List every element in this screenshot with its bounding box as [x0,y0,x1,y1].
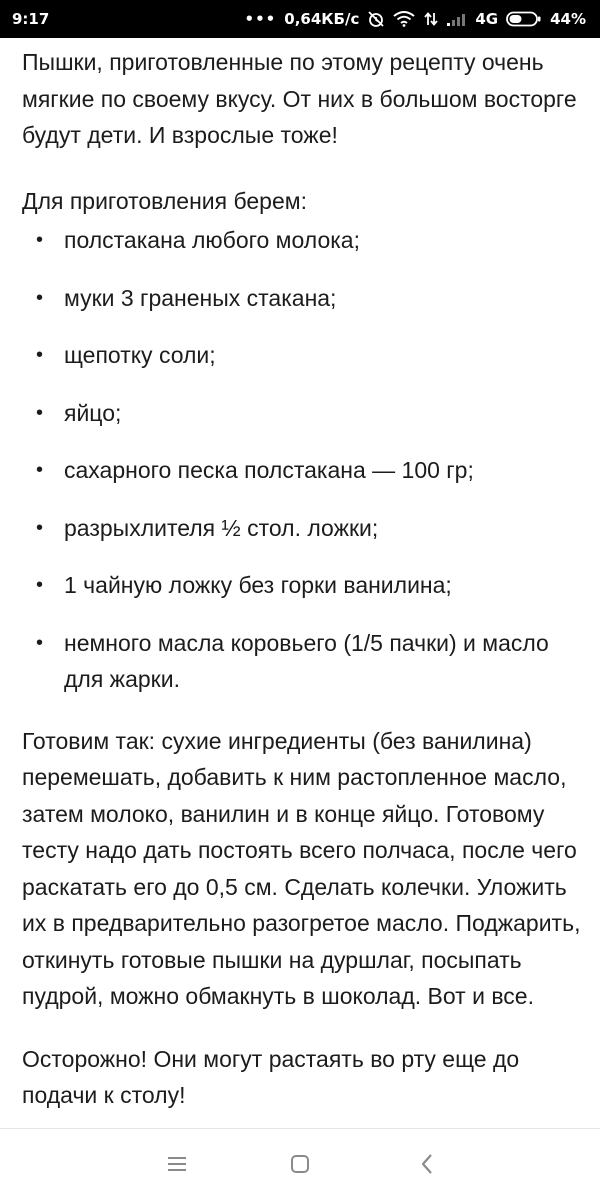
ingredient-text: яйцо; [64,399,122,426]
ingredient-text: 1 чайную ложку без горки ванилина; [64,572,452,598]
data-transfer-icon [423,11,439,27]
home-button[interactable] [285,1149,315,1179]
status-bar [0,0,600,38]
bullet-marker: • [36,459,44,481]
battery-percent: 44% [550,10,586,28]
battery-icon [506,11,542,27]
warning-paragraph: Осторожно! Они могут растаять во рту еще до подачи к столу! [22,1045,520,1108]
ingredient-text: полстакана любого молока; [64,227,360,253]
home-square-icon [290,1154,310,1174]
network-speed: 0,64КБ/с [284,10,360,28]
list-item [22,452,582,489]
bullet-marker: • [36,574,44,596]
steps-paragraph: Готовим так: сухие ингредиенты (без ванилина) перемешать, добавить к ним растопленное масло, затем молоко, ванилин и в конце яйцо. Готовому тесту надо дать постоять всего полчаса, после чего раскатать его до 0,5 см. Сделать колечки. Уложить их в предварительно разогретое масло. Поджарить, откинуть готовые пышки на дуршлаг, посыпать пудрой, можно обмакнуть в шоколад. Вот и все. [22,727,581,1009]
back-button[interactable] [412,1149,442,1179]
notification-dots: ••• [244,10,277,28]
ingredient-text: муки 3 граненых стакана; [64,284,337,311]
navigation-bar [0,1129,600,1199]
article-content [22,44,582,1114]
status-time: 9:17 [12,10,50,28]
list-item [22,567,582,604]
bullet-marker: • [36,286,44,309]
network-type: 4G [475,10,499,28]
alarm-off-icon [367,10,385,28]
intro-paragraph: Пышки, приготовленные по этому рецепту очень мягкие по своему вкусу. От них в большом восторге будут дети. И взрослые тоже! [22,49,577,148]
bullet-marker: • [36,516,44,539]
list-item [22,222,582,259]
list-item [22,280,582,317]
bullet-marker: • [36,344,44,366]
ingredient-text: немного масла коровьего (1/5 пачки) и масло для жарки. [64,629,549,692]
list-item [22,625,582,698]
bullet-marker: • [36,401,44,424]
ingredient-text: разрыхлителя ½ стол. ложки; [64,514,379,541]
list-item [22,395,582,432]
ingredient-text: щепотку соли; [64,342,216,368]
ingredients-lead: Для приготовления берем: [22,187,307,214]
ingredient-text: сахарного песка полстакана — 100 гр; [64,457,474,483]
list-item [22,510,582,547]
bullet-marker: • [36,229,44,251]
signal-icon [447,12,467,26]
wifi-icon [393,11,415,27]
menu-icon [167,1155,187,1173]
menu-button[interactable] [162,1149,192,1179]
list-item [22,337,582,374]
back-chevron-icon [419,1153,435,1175]
ingredients-list [22,222,582,698]
bullet-marker: • [36,631,44,654]
